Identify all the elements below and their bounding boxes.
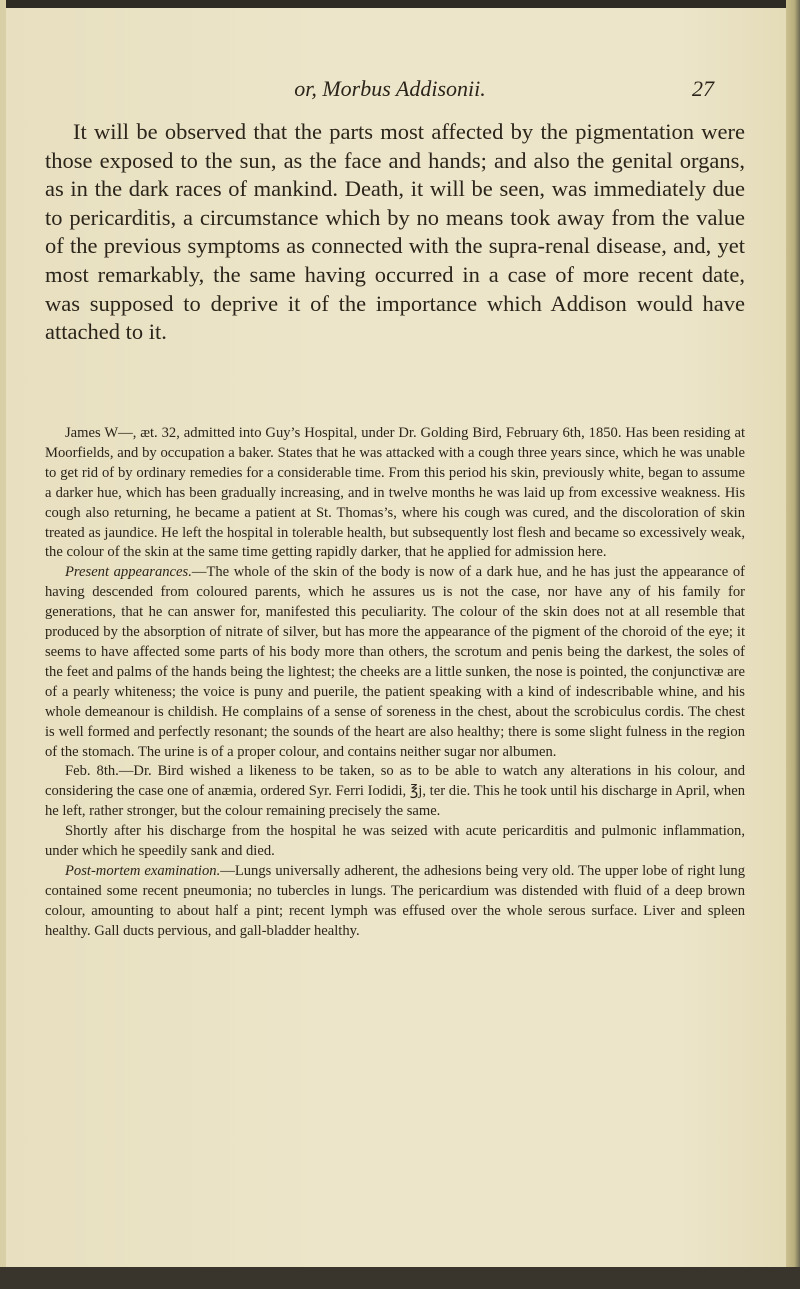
present-appearances-lead: Present appearances. (65, 564, 192, 581)
page-header (80, 76, 714, 116)
page-left-edge (0, 0, 6, 1289)
case-report (45, 424, 745, 942)
discharge-paragraph: Shortly after his discharge from the hospital he was seized with acute pericarditis and pulmonic inflammation, under which he speedily sank and died. (45, 823, 745, 860)
page-right-edge (786, 0, 800, 1289)
running-head: or, Morbus Addisonii. (294, 76, 486, 101)
postmortem-lead: Post-mortem examination. (65, 862, 221, 879)
present-appearances-text: —The whole of the skin of the body is now of a dark hue, and he has just the appearance of having descended from coloured parents, which he assures us is not the case, nor have any of his family for generations, that he can answer for, manifested this peculiarity. The colour of the skin does not at all resemble that produced by the absorption of nitrate of silver, but has more the appearance of the pigment of the choroid of the eye; it seems to have affected some parts of his body more than others, the scrotum and penis being the darkest, the soles of the feet and palms of the hands being the lightest; the cheeks are a little sunken, the nose is pointed, the conjunctivæ are of a pearly whiteness; the voice is puny and puerile, the patient speaking with a kind of indescribable whine, and his whole demeanour is childish. He complains of a sense of soreness in the chest, about the scrobiculus cordis. The chest is well formed and perfectly resonant; the sounds of the heart are also healthy; there is some slight fulness in the region of the stomach. The urine is of a proper colour, and contains neither sugar nor albumen. (45, 564, 745, 760)
postmortem-paragraph (45, 862, 745, 942)
postmortem-text: —Lungs universally adherent, the adhesions being very old. The upper lobe of right lung contained some recent pneumonia; no tubercles in lungs. The pericardium was distended with fluid of a deep brown colour, amounting to about half a pint; recent lymph was effused over the whole serous surface. Liver and spleen healthy. Gall ducts pervious, and gall-bladder healthy. (45, 862, 746, 939)
page-bottom-edge (0, 1267, 800, 1289)
feb-8th-paragraph: Feb. 8th.—Dr. Bird wished a likeness to be taken, so as to be able to watch any alterations in his colour, and considering the case one of anæmia, ordered Syr. Ferri Iodidi, ℥j, ter die. This he took until his discharge in April, when he left, rather stronger, but the colour remaining precisely the same. (45, 763, 745, 820)
present-appearances-paragraph (45, 563, 745, 762)
page-number: 27 (692, 76, 714, 101)
case-history-paragraph: James W—, æt. 32, admitted into Guy’s Hospital, under Dr. Golding Bird, February 6th, 1850. Has been residing at Moorfields, and by occupation a baker. States that he was attacked with a cough three years since, which he was unable to get rid of by ordinary remedies for a considerable time. From this period his skin, previously white, began to assume a darker hue, which has been gradually increasing, and in twelve months he was laid up from excessive weakness. His cough also returning, he became a patient at St. Thomas’s, where his cough was cured, and the discoloration of skin treated as jaundice. He left the hospital in tolerable health, but subsequently lost flesh and became so excessively weak, the colour of the skin at the same time getting rapidly darker, that he applied for admission here. (45, 425, 745, 561)
intro-paragraph: It will be observed that the parts most affected by the pigmentation were those exposed to the sun, as the face and hands; and also the genital organs, as in the dark races of mankind. Death, it will be seen, was immediately due to pericarditis, a circumstance which by no means took away from the value of the previous symptoms as connected with the supra-renal disease, and, yet most remarkably, the same having occurred in a case of more recent date, was supposed to deprive it of the importance which Addison would have attached to it. (45, 119, 745, 345)
page-top-edge (0, 0, 800, 8)
